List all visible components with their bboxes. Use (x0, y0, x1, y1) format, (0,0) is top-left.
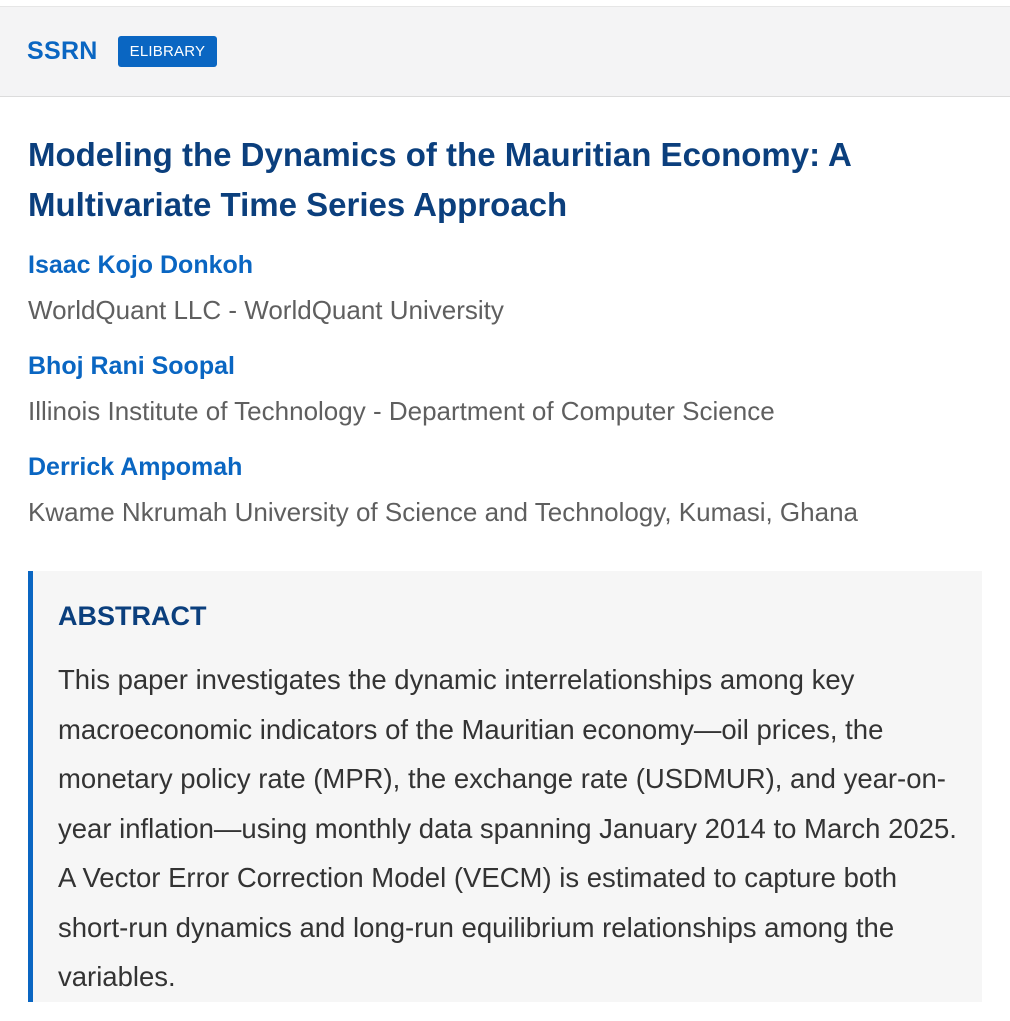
author-affiliation: Kwame Nkrumah University of Science and Technology, Kumasi, Ghana (28, 497, 858, 527)
abstract-box (28, 571, 982, 1002)
author-block (28, 452, 982, 529)
site-header (0, 7, 1010, 97)
paper-title: Modeling the Dynamics of the Mauritian Economy: A Multivariate Time Series Approach (28, 136, 851, 223)
ssrn-logo[interactable]: SSRN (27, 37, 98, 65)
author-block (28, 351, 982, 428)
paper-content (0, 130, 1010, 1002)
author-affiliation: WorldQuant LLC - WorldQuant University (28, 295, 504, 325)
author-block (28, 250, 982, 327)
abstract-heading: ABSTRACT (58, 601, 207, 631)
elibrary-badge[interactable]: ELIBRARY (118, 36, 218, 67)
author-name[interactable]: Bhoj Rani Soopal (28, 352, 235, 380)
author-name[interactable]: Derrick Ampomah (28, 453, 243, 481)
author-affiliation: Illinois Institute of Technology - Department of Computer Science (28, 396, 775, 426)
author-name[interactable]: Isaac Kojo Donkoh (28, 251, 254, 279)
top-strip (0, 0, 1010, 7)
abstract-text: This paper investigates the dynamic interrelationships among key macroeconomic indicators of the Mauritian economy—oil prices, the monetary policy rate (MPR), the exchange rate (USDMUR), and year-on-year inflation—using monthly data spanning January 2014 to March 2025. A Vector Error Correction Model (VECM) is estimated to capture both short-run dynamics and long-run equilibrium relationships among the variables. (58, 664, 957, 992)
